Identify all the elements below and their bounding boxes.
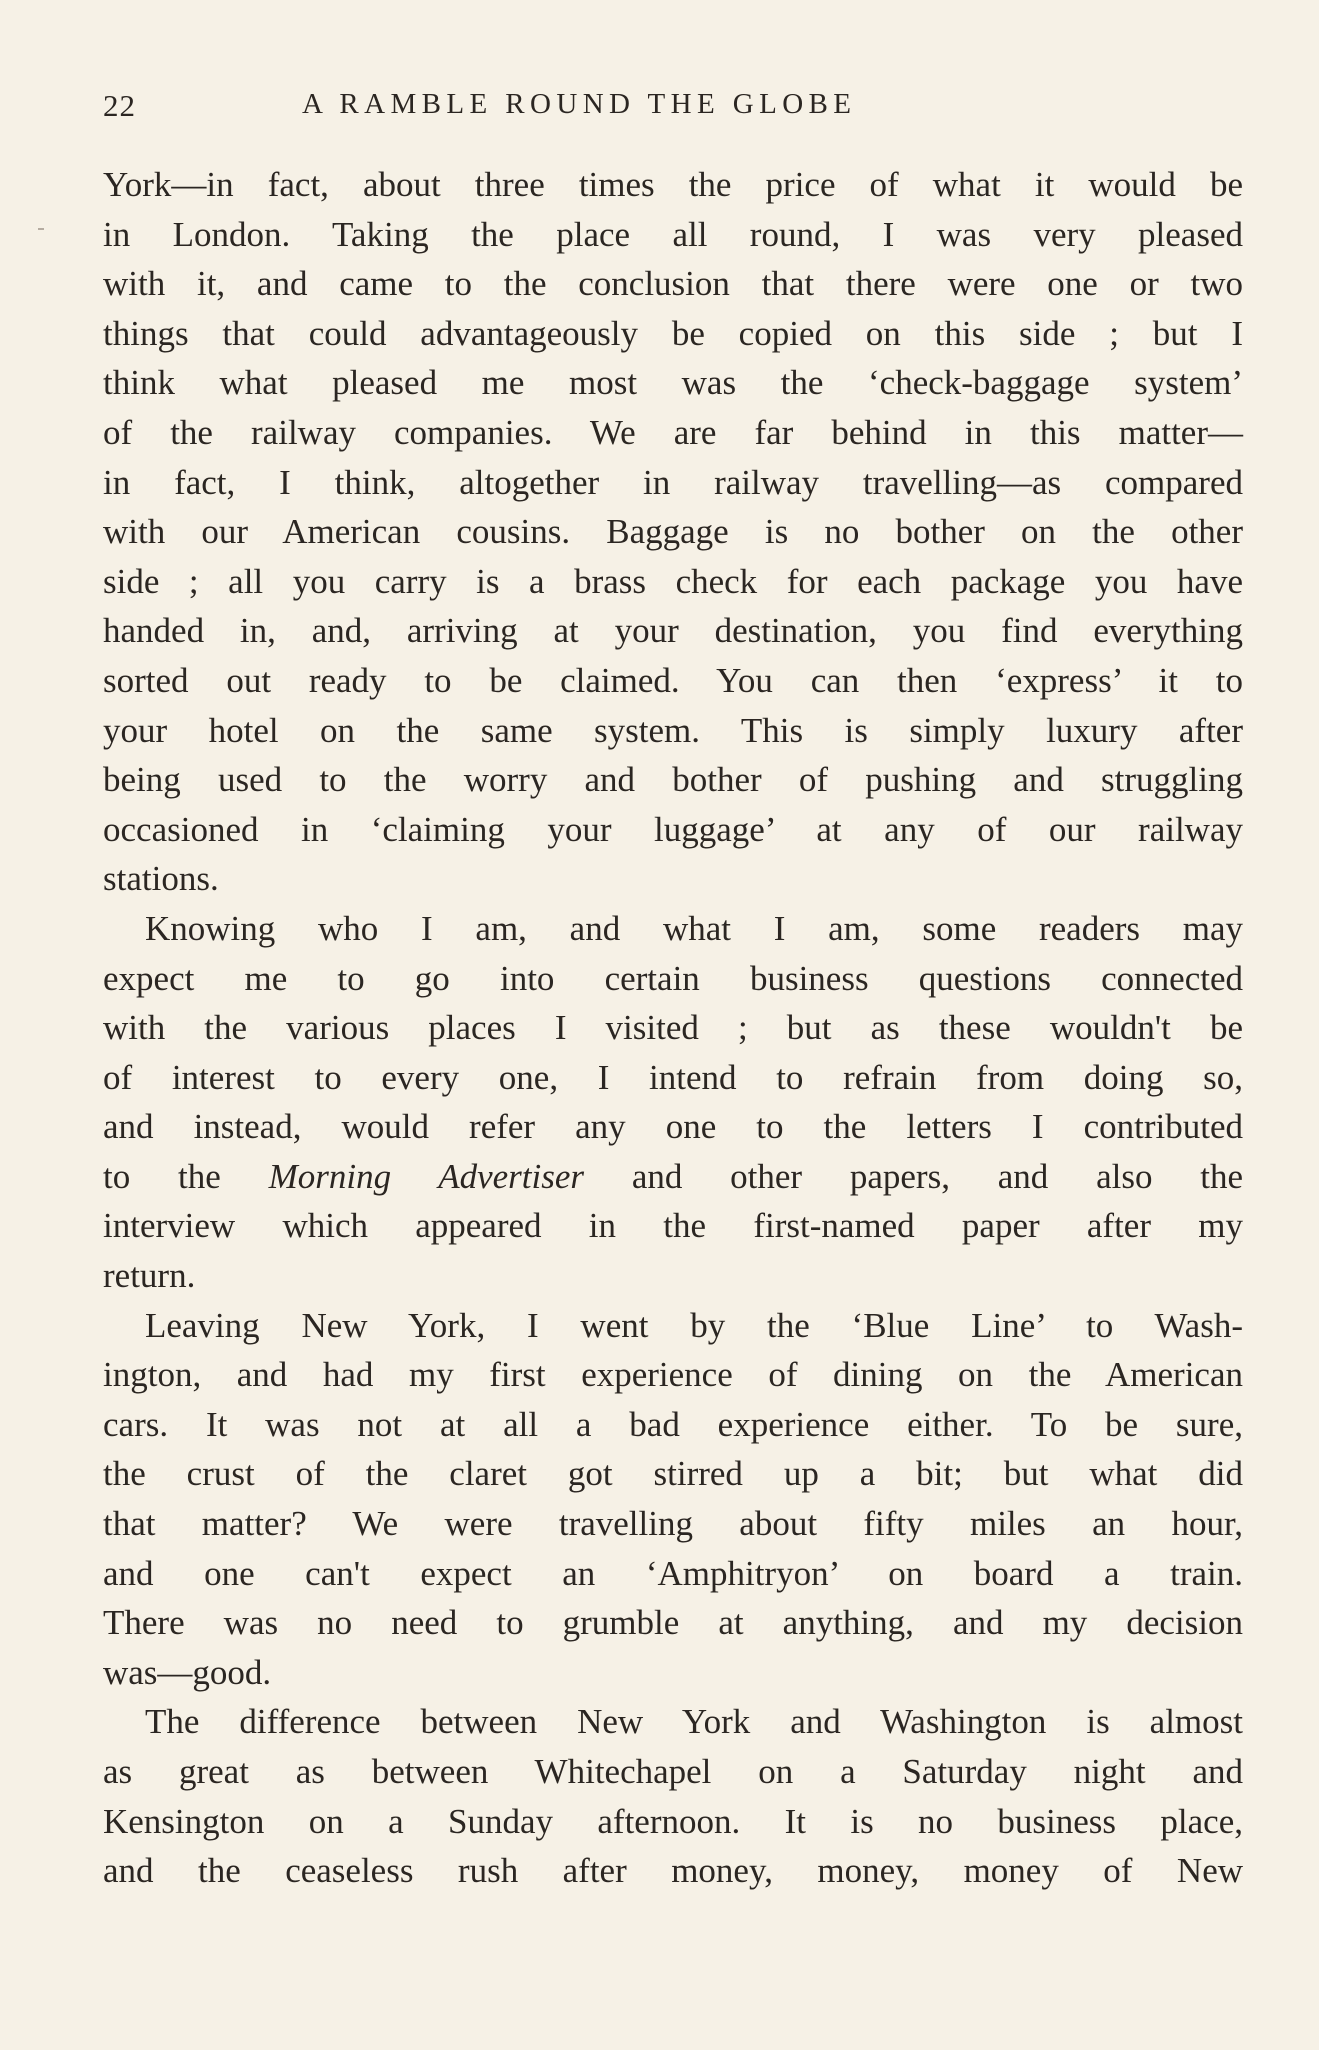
text-line: return. — [103, 1256, 196, 1296]
text-line: York—in fact, about three times the price of what it would be — [103, 165, 1243, 204]
text-line: was—good. — [103, 1652, 272, 1692]
text-line: the crust of the claret got stirred up a bit; but what did — [103, 1454, 1243, 1494]
text-line: in fact, I think, altogether in railway travelling—as compared — [103, 462, 1243, 502]
text-line: and the ceaseless rush after money, money, money of New — [103, 1851, 1243, 1891]
text-line: and instead, would refer any one to the letters I contributed — [103, 1107, 1243, 1147]
text-line: stations. — [103, 859, 219, 899]
paragraph-2 — [103, 904, 1243, 1301]
text-line: and one can't expect an ‘Amphitryon’ on board a train. — [103, 1553, 1243, 1593]
paragraph-1 — [103, 160, 1243, 904]
margin-mark — [38, 228, 44, 230]
text-fragment: to the — [103, 1156, 269, 1196]
text-line: expect me to go into certain business questions connected — [103, 958, 1243, 998]
text-line: of interest to every one, I intend to refrain from doing so, — [103, 1057, 1243, 1097]
text-line: with our American cousins. Baggage is no bother on the other — [103, 512, 1243, 552]
text-line: side ; all you carry is a brass check for each package you have — [103, 561, 1243, 601]
text-line: being used to the worry and bother of pushing and struggling — [103, 760, 1243, 800]
text-line: think what pleased me most was the ‘check-baggage system’ — [103, 363, 1243, 403]
text-line: with it, and came to the conclusion that there were one or two — [103, 264, 1243, 304]
text-line: with the various places I visited ; but as these wouldn't be — [103, 1008, 1243, 1048]
text-line: in London. Taking the place all round, I was very pleased — [103, 214, 1243, 254]
text-line: There was no need to grumble at anything, and my decision — [103, 1603, 1243, 1643]
text-line-mixed — [103, 1152, 1243, 1202]
book-page — [103, 88, 1243, 1896]
paragraph-3 — [103, 1301, 1243, 1698]
page-number: 22 — [103, 88, 136, 123]
text-line: ington, and had my first experience of dining on the American — [103, 1355, 1243, 1395]
text-line: things that could advantageously be copied on this side ; but I — [103, 313, 1243, 353]
paragraph-4 — [103, 1697, 1243, 1895]
text-fragment: and other papers, and also the — [584, 1156, 1243, 1196]
text-line: sorted out ready to be claimed. You can then ‘express’ it to — [103, 660, 1243, 700]
text-line: occasioned in ‘claiming your luggage’ at any of our railway — [103, 809, 1243, 849]
text-line: that matter? We were travelling about fifty miles an hour, — [103, 1504, 1243, 1544]
text-line: your hotel on the same system. This is simply luxury after — [103, 710, 1243, 750]
text-line: as great as between Whitechapel on a Saturday night and — [103, 1752, 1243, 1791]
running-title: A RAMBLE ROUND THE GLOBE — [302, 88, 857, 120]
text-line: cars. It was not at all a bad experience either. To be sure, — [103, 1404, 1243, 1444]
newspaper-title: Morning Advertiser — [268, 1156, 585, 1196]
text-line: Knowing who I am, and what I am, some readers may — [145, 908, 1243, 948]
text-line: handed in, and, arriving at your destination, you find everything — [103, 611, 1243, 651]
text-line: interview which appeared in the first-named paper after my — [103, 1206, 1243, 1246]
text-line: Leaving New York, I went by the ‘Blue Line’ to Wash- — [145, 1305, 1243, 1345]
text-line: of the railway companies. We are far behind in this matter— — [103, 412, 1243, 452]
text-line: Kensington on a Sunday afternoon. It is no business place, — [103, 1801, 1243, 1841]
body-text — [103, 160, 1243, 1896]
running-head — [103, 88, 1243, 136]
text-line: The difference between New York and Washington is almost — [145, 1702, 1243, 1742]
